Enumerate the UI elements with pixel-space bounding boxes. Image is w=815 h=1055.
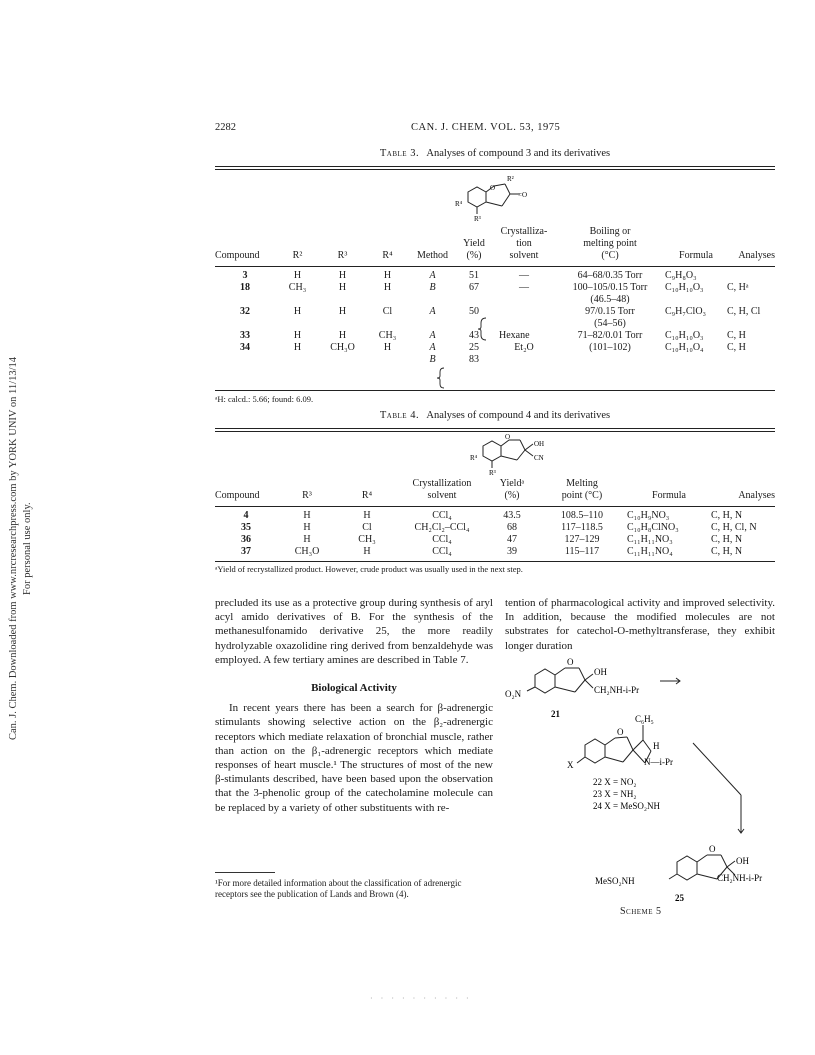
t3-h-method: Method [416,250,449,261]
table3-cell-method: A [429,342,436,353]
table3-cell-empty [320,318,365,330]
table3-cell-empty [275,294,320,306]
table4-cell-yield: 47 [507,534,517,545]
t3-h-formula: Formula [679,250,713,261]
c22-ring-o: O [617,727,624,737]
table4-cell-analyses: C, H, N [711,546,743,557]
table3-struct-r4: R⁴ [455,200,463,208]
right-paragraph-1: tention of pharmacological activity and improved selectivity. In addition, because the modified molecules are not substrates for catechol-O-methyltransferase, they exhibit longer duration [505,597,775,652]
table3-cell-yield: 43 [469,330,479,341]
table3-cell-empty [493,318,555,330]
table3-cell-method: B [429,354,436,365]
page-footnote: ¹For more detailed information about the classification of adrenergic receptors see the publication of Lands and Brown (4). [215,878,462,899]
table3-cell-analyses: C, H, Cl [727,306,761,317]
table4-cell-r3: H [303,534,311,545]
left-column [215,596,493,815]
table3-cell-r4 [365,354,410,366]
series-23: 23 X = NH₂ [593,789,637,799]
watermark-line-2: For personal use only. [22,502,33,595]
table3-cell-solvent: Hexane [499,330,530,341]
table3-struct-o: O [490,184,496,192]
t3-h-analyses: Analyses [738,250,775,261]
t3-h-yield2: (%) [466,250,482,261]
table3-row-continued [215,318,775,330]
t4-h-cryst1: Crystallization [412,478,472,489]
table3-cell-empty [275,318,320,330]
table3-cell-empty [365,318,410,330]
table4-cell-yield: 43.5 [503,510,521,521]
c25-ring-o: O [709,844,716,854]
table3-struct-ketone: =O [518,191,528,199]
table3-cell-method: A [429,306,436,317]
t3-h-r4: R⁴ [382,250,393,261]
table3-cell-bp: 100–105/0.15 Torr [572,282,648,293]
table3-cell-r4: H [383,342,392,353]
table3-cell-r2 [275,354,320,366]
table3-cell-bp: 97/0.15 Torr [585,306,635,317]
table3-cell-r2: H [293,270,302,281]
c21-oh: OH [594,667,607,677]
c25-chain: CH₂NH-i-Pr [717,873,763,883]
table3-cell-r2: H [293,330,302,341]
table3-cell-empty [455,294,493,306]
table3-cell-method: A [429,270,436,281]
t3-h-r2: R² [292,250,303,261]
c25-oh: OH [736,856,749,866]
watermark-line-1: Can. J. Chem. Downloaded from www.nrcresearchpress.com by YORK UNIV on 11/13/14 [8,357,19,740]
journal-citation: CAN. J. CHEM. VOL. 53, 1975 [411,122,561,133]
left-paragraph-2: In recent years there has been a search for β-adrenergic stimulants showing selective action on the β₂-adrenergic receptors which mediate relaxation of bronchial muscle, rather than action on the β₁-adrenergic receptors which mediate responses of heart muscle.¹ The structures of most of the new β-stimulants described, have been based upon the observation that the 3-phenolic group of the catecholamine molecule can be replaced by a variety of other substituents with re- [215,702,493,814]
table3-cell-formula: C₁₀H₁₀O₃ [665,330,704,341]
table3-cell-solvent [493,306,555,318]
scheme-caption: Scheme 5 [620,906,662,917]
t4-h-mp2: point (°C) [561,490,603,501]
table3-cell-bp [555,354,665,366]
c22-amine: N—i-Pr [644,757,673,767]
table3-top-rule [215,166,775,170]
table4-cell-analyses: C, H, Cl, N [711,522,757,533]
table3-cell-compound: 34 [240,342,250,353]
table3-structure [450,172,560,222]
table3-cell-empty [410,318,455,330]
table4-cell-mp: 127–129 [564,534,600,545]
table3-row [215,270,775,282]
table3-cell-r3: H [338,270,347,281]
table3-cell-formula: C₉H₈O₃ [665,270,697,281]
table3-cell-analyses: C, H [727,342,746,353]
table3-solvent-brace [478,317,488,341]
table3-cell-bp: 64–68/0.35 Torr [577,270,643,281]
t4-h-yield1: Yieldᵃ [499,478,525,489]
table3-cell-empty [215,318,275,330]
table4-cell-formula: C₁₀H₈ClNO₃ [627,522,679,533]
section-heading: Biological Activity [311,682,397,695]
table4-cell-mp: 108.5–110 [560,510,604,521]
table3-cell-yield: 67 [469,282,479,293]
table3-cell-formula: C₉H₇ClO₃ [665,306,707,317]
table4-row [215,534,775,546]
t4-h-compound: Compound [215,490,260,501]
table3-cell-compound: 32 [240,306,250,317]
table3-cell-compound [215,354,275,366]
table4-cell-analyses: C, H, N [711,534,743,545]
table3-cell-empty [665,318,727,330]
table4-row [215,546,775,558]
download-watermark [6,180,46,740]
table4-struct-r3: R³ [489,469,496,477]
c22-x: X [567,760,574,770]
table3-row [215,354,775,366]
table3-cell-solvent: — [519,282,529,293]
table4-cell-formula: C₁₁H₁₁NO₃ [627,534,673,545]
table4-cell-formula: C₁₀H₉NO₃ [627,510,670,521]
t4-h-r3: R³ [302,490,312,501]
table3-cell-r2: H [293,306,302,317]
table3-cell-analyses [727,270,775,282]
table4-row [215,510,775,522]
table3-cell-r4: H [383,270,392,281]
c22-phenyl: C₆H₅ [635,714,654,724]
table3-cell-bp: 71–82/0.01 Torr [577,330,643,341]
table4-struct-oh: OH [534,440,545,448]
table3-cell-r2: CH₃ [288,282,307,293]
table4-footnote: ᵃYield of recrystallized product. However, crude product was usually used in the next step. [215,564,523,574]
table4-cell-compound: 35 [241,522,251,533]
table4-cell-solvent: CCl₄ [432,510,452,521]
c21-ring-o: O [567,657,574,667]
table3-cell-solvent: Et₂O [514,342,534,353]
table3-cell-method: A [429,330,436,341]
page-number: 2282 [215,122,236,133]
table3-title: Analyses of compound 3 and its derivatives [426,148,611,159]
table3-cell-bp: (101–102) [589,342,631,353]
left-paragraph-1: precluded its use as a protective group during synthesis of aryl acyl amido derivatives of B. For the synthesis of the methanesulfonamido derivative 25, the more readily hydrolyzable oxazolidine ring derived from benzaldehyde was employed. A few tertiary amines are described in Table 7. [215,597,493,666]
t4-h-formula: Formula [652,490,686,501]
table3-cell-r4: Cl [382,306,393,317]
table3-row [215,306,775,318]
table3-cell-yield: 50 [469,306,479,317]
table4-struct-cn: CN [534,454,544,462]
table4-structure [465,432,575,477]
table3-cell-empty [320,294,365,306]
table4-cell-solvent: CCl₄ [432,546,452,557]
table4-cell-yield: 39 [507,546,517,557]
table4-header [215,478,775,502]
c25-mesyl: MeSO₂NH [595,876,635,886]
table4-cell-compound: 36 [241,534,251,545]
table4-row [215,522,775,534]
table4-body [215,510,775,558]
table3-row-continued [215,294,775,306]
table3-cell-bp2: (54–56) [594,318,626,329]
table4-cell-r4: Cl [362,522,372,533]
footnote-rule [215,872,275,873]
t4-h-yield2: (%) [504,490,520,501]
table3-cell-method: B [429,282,436,293]
table4-cell-r3: H [303,522,311,533]
table4-cell-r4: CH₃ [358,534,376,545]
table3-cell-empty [493,294,555,306]
table3-cell-empty [727,294,775,306]
t3-h-yield1: Yield [463,238,485,249]
table3-body [215,270,775,366]
table3-cell-compound: 18 [240,282,250,293]
c22-h: H [653,741,660,751]
table4-header-rule [215,506,775,507]
t4-h-mp1: Melting [566,478,598,489]
table3-cell-empty [410,294,455,306]
series-22: 22 X = NO₂ [593,777,637,787]
table3-row [215,330,775,342]
series-24: 24 X = MeSO₂NH [593,801,660,811]
table4-cell-analyses: C, H, N [711,510,743,521]
table4-cell-compound: 37 [241,546,251,557]
table4-struct-r4: R⁴ [470,454,478,462]
c21-number: 21 [551,709,560,719]
table3-cell-yield: 51 [469,270,479,281]
table3-cell-r3: H [338,306,347,317]
t3-h-bp1: Boiling or [589,226,631,237]
table4-cell-yield: 68 [507,522,517,533]
table3-cell-empty [665,294,727,306]
t3-h-cryst2: tion [516,238,532,249]
t3-h-cryst3: solvent [509,250,539,261]
t3-h-compound: Compound [215,250,260,261]
table3-cell-solvent: — [519,270,529,281]
table3-caption [215,148,775,159]
table3-cell-empty [215,294,275,306]
table3-method-brace [437,367,445,389]
table3-row [215,282,775,294]
table4-caption [215,410,775,421]
table4-struct-o: O [505,433,511,441]
table3-cell-analyses [727,354,775,366]
t3-h-bp3: (°C) [601,250,619,261]
table3-bottom-rule [215,390,775,391]
c21-nitro: O₂N [505,689,522,699]
table3-header [215,226,775,262]
table3-cell-yield: 25 [469,342,479,353]
table4-cell-r4: H [363,546,371,557]
table3-cell-r3: H [338,282,347,293]
t3-h-r3: R³ [337,250,348,261]
table3-cell-formula: C₁₀H₁₀O₄ [665,342,704,353]
table3-cell-formula: C₁₀H₁₀O₃ [665,282,704,293]
table3-struct-r2: R² [507,175,514,183]
table4-cell-r4: H [363,510,371,521]
t4-h-cryst2: solvent [427,490,457,501]
table4-cell-r3: H [303,510,311,521]
t4-h-analyses: Analyses [738,490,775,501]
table4-cell-compound: 4 [243,510,249,521]
table4-title: Analyses of compound 4 and its derivatives [426,410,611,421]
scan-artifact: · · · · · · · · · · [370,994,472,1003]
table4-cell-r3: CH₃O [294,546,320,557]
table3-cell-compound: 3 [242,270,248,281]
table3-cell-r3: CH₃O [330,342,355,353]
t3-h-cryst1: Crystalliza- [500,226,548,237]
table3-cell-solvent [493,354,555,366]
table3-cell-empty [727,318,775,330]
table3-cell-r2: H [293,342,302,353]
right-column [505,596,775,653]
table4-cell-formula: C₁₁H₁₁NO₄ [627,546,673,557]
table3-cell-r3 [320,354,365,366]
table3-cell-analyses: C, Hᵃ [727,282,749,293]
table4-label: Table 4. [379,410,420,421]
t3-h-bp2: melting point [583,238,637,249]
table4-cell-solvent: CCl₄ [432,534,452,545]
table3-struct-r3: R³ [474,215,481,222]
table3-footnote: ᵃH: calcd.: 5.66; found: 6.09. [215,394,314,404]
scheme-5-diagram [505,655,795,915]
table3-cell-yield: 83 [469,354,479,365]
table4-cell-mp: 115–117 [564,546,600,557]
table4-bottom-rule [215,561,775,562]
table3-cell-empty [365,294,410,306]
table3-cell-r3: H [338,330,347,341]
c21-chain: CH₂NH-i-Pr [594,685,640,695]
t4-h-r4: R⁴ [361,490,373,501]
c25-number: 25 [675,893,684,903]
table3-label: Table 3. [379,148,420,159]
table3-cell-compound: 33 [240,330,250,341]
table3-cell-r4: CH₃ [378,330,397,341]
table3-cell-r4: H [383,282,392,293]
table3-cell-analyses: C, H [727,330,746,341]
table3-cell-bp2: (46.5–48) [590,294,630,305]
table4-cell-mp: 117–118.5 [561,522,603,533]
table3-row [215,342,775,354]
table3-cell-formula [665,354,727,366]
table3-header-rule [215,266,775,267]
table4-cell-solvent: CH₂Cl₂–CCl₄ [414,522,470,533]
